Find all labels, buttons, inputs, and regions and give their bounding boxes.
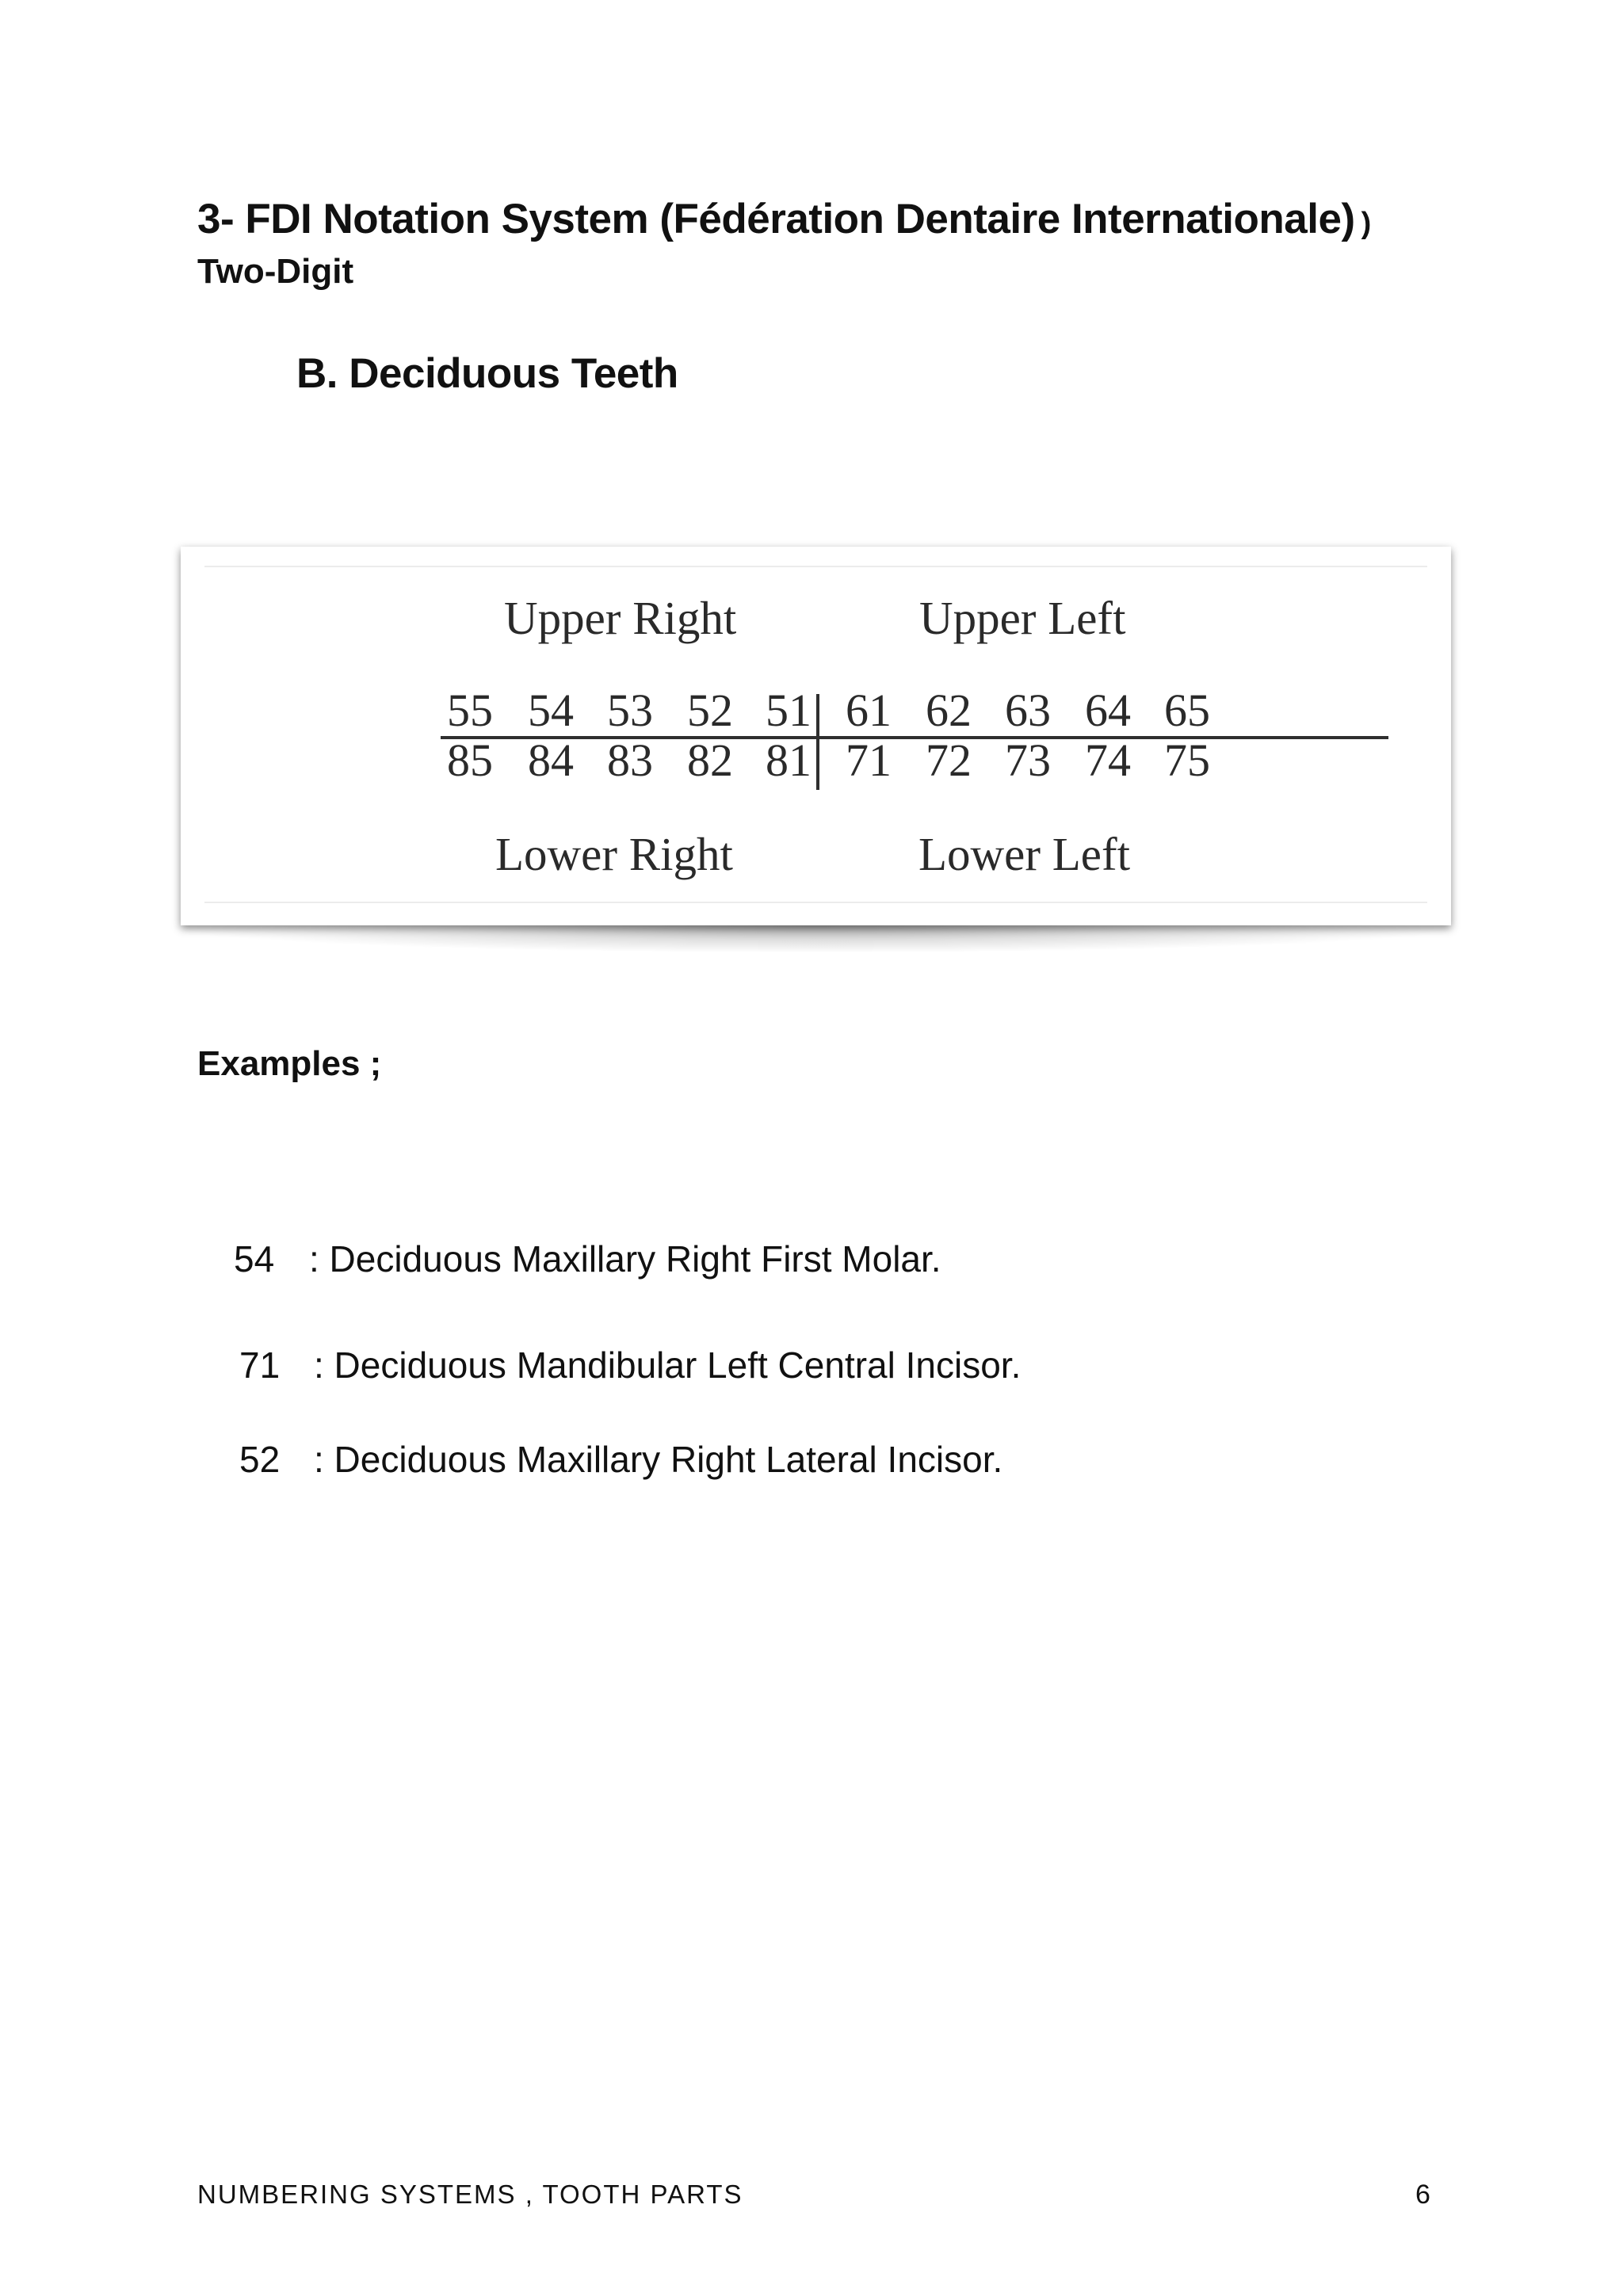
tooth-number-upper: 55 [447, 685, 493, 736]
example-description: : Deciduous Mandibular Left Central Incisor. [314, 1344, 1022, 1386]
tooth-number-upper: 65 [1164, 685, 1210, 736]
footer-section-title: NUMBERING SYSTEMS , TOOTH PARTS [197, 2180, 743, 2209]
example-tooth-number: 52 [239, 1439, 281, 1480]
tooth-number-upper: 51 [766, 685, 812, 736]
tooth-number-upper: 54 [528, 685, 574, 736]
tooth-number-lower: 84 [528, 734, 574, 786]
tooth-number-upper: 53 [607, 685, 653, 736]
tooth-number-upper: 52 [687, 685, 733, 736]
heading-subtitle: Two-Digit [197, 252, 354, 291]
heading-paren: ) [1361, 207, 1371, 240]
examples-title: Examples ; [197, 1044, 382, 1083]
page-number: 6 [1415, 2180, 1430, 2210]
upper-left-label: Upper Left [919, 592, 1126, 644]
tooth-number-lower: 75 [1164, 734, 1210, 786]
tooth-number-lower: 72 [926, 734, 972, 786]
tooth-number-upper: 63 [1005, 685, 1051, 736]
tooth-number-upper: 62 [926, 685, 972, 736]
tooth-number-lower: 81 [766, 734, 812, 786]
section-title: B. Deciduous Teeth [296, 350, 678, 397]
tooth-number-lower: 74 [1085, 734, 1131, 786]
example-description: : Deciduous Maxillary Right First Molar. [309, 1238, 941, 1280]
tooth-number-lower: 83 [607, 734, 653, 786]
tooth-number-upper: 64 [1085, 685, 1131, 736]
tooth-number-lower: 71 [846, 734, 892, 786]
lower-right-label: Lower Right [495, 828, 733, 880]
tooth-number-lower: 73 [1005, 734, 1051, 786]
page-heading [197, 195, 1371, 243]
figure-bottom-rule [204, 902, 1427, 903]
arch-divider-line [441, 736, 1388, 739]
tooth-number-upper: 61 [846, 685, 892, 736]
tooth-number-lower: 85 [447, 734, 493, 786]
lower-left-label: Lower Left [918, 828, 1130, 880]
upper-right-label: Upper Right [504, 592, 737, 644]
heading-title: 3- FDI Notation System (Fédération Dentaire Internationale) [197, 196, 1355, 242]
fdi-deciduous-figure [181, 547, 1451, 925]
example-tooth-number: 71 [239, 1344, 281, 1386]
tooth-number-lower: 82 [687, 734, 733, 786]
example-description: : Deciduous Maxillary Right Lateral Incisor. [314, 1439, 1003, 1480]
example-tooth-number: 54 [234, 1238, 275, 1280]
figure-top-rule [204, 566, 1427, 567]
